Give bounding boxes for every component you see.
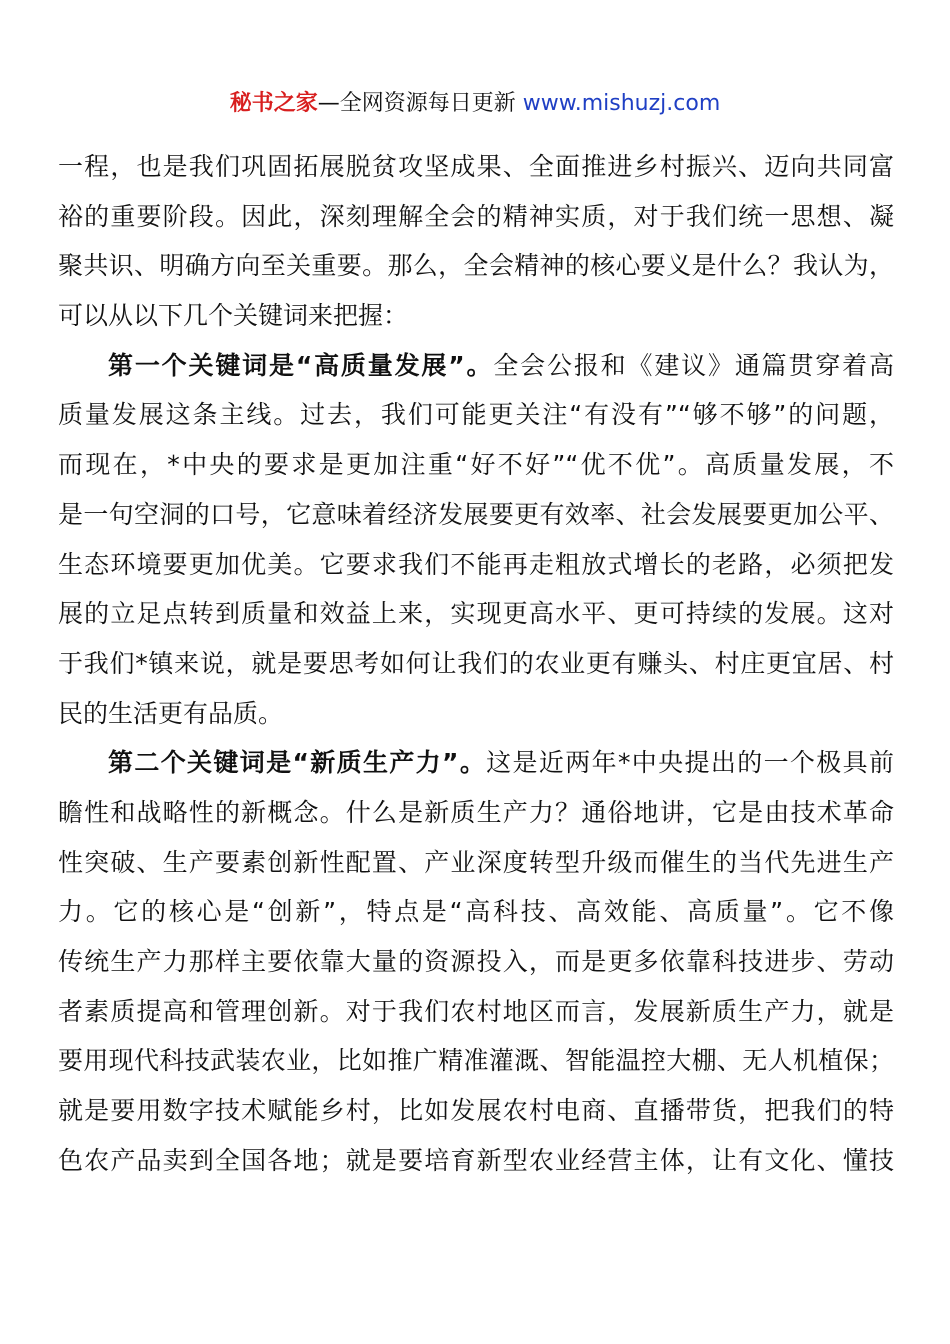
text-line: 聚共识、明确方向至关重要。那么，全会精神的核心要义是什么？我认为， [58, 251, 894, 281]
brand-name: 秘书之家 [229, 91, 318, 116]
text-line: 生态环境要更加优美。它要求我们不能再走粗放式增长的老路，必须把发 [58, 549, 894, 579]
text-line: 是一句空洞的口号，它意味着经济发展要更有效率、社会发展要更加公平、 [58, 499, 894, 529]
text-line: 者素质提高和管理创新。对于我们农村地区而言，发展新质生产力，就是 [58, 996, 894, 1026]
document-body [58, 142, 894, 1185]
paragraph-text: 全会公报和《建议》通篇贯穿着高 [493, 350, 894, 380]
text-line: 要用现代科技武装农业，比如推广精准灌溉、智能温控大棚、无人机植保； [58, 1046, 894, 1076]
paragraph-first-line [58, 341, 894, 391]
text-line: 于我们*镇来说，就是要思考如何让我们的农业更有赚头、村庄更宜居、村 [58, 648, 894, 678]
paragraph-text: 这是近两年*中央提出的一个极具前 [486, 748, 894, 778]
text-line: 展的立足点转到质量和效益上来，实现更高水平、更可持续的发展。这对 [58, 599, 894, 629]
text-line: 就是要用数字技术赋能乡村，比如发展农村电商、直播带货，把我们的特 [58, 1096, 894, 1126]
text-line: 可以从以下几个关键词来把握： [58, 301, 409, 331]
text-line: 一程，也是我们巩固拓展脱贫攻坚成果、全面推进乡村振兴、迈向共同富 [58, 152, 894, 181]
text-line: 而现在，*中央的要求是更加注重“好不好”“优不优”。高质量发展，不 [58, 450, 894, 480]
site-url: www.mishuzj.com [522, 91, 721, 116]
site-header [0, 88, 950, 120]
text-line: 质量发展这条主线。过去，我们可能更关注“有没有”“够不够”的问题， [58, 400, 894, 430]
header-tagline: —全网资源每日更新 [317, 91, 523, 116]
keyword-heading: 第二个关键词是“新质生产力”。 [108, 748, 487, 778]
text-line: 民的生活更有品质。 [58, 698, 284, 728]
text-line: 力。它的核心是“创新”，特点是“高科技、高效能、高质量”。它不像 [58, 897, 894, 927]
text-line: 裕的重要阶段。因此，深刻理解全会的精神实质，对于我们统一思想、凝 [58, 201, 894, 231]
text-line: 性突破、生产要素创新性配置、产业深度转型升级而催生的当代先进生产 [58, 847, 894, 877]
text-line: 色农产品卖到全国各地；就是要培育新型农业经营主体，让有文化、懂技 [58, 1145, 894, 1175]
text-line: 瞻性和战略性的新概念。什么是新质生产力？通俗地讲，它是由技术革命 [58, 797, 894, 827]
paragraph-first-line [58, 738, 894, 788]
keyword-heading: 第一个关键词是“高质量发展”。 [108, 350, 494, 380]
text-line: 传统生产力那样主要依靠大量的资源投入，而是更多依靠科技进步、劳动 [58, 947, 894, 976]
